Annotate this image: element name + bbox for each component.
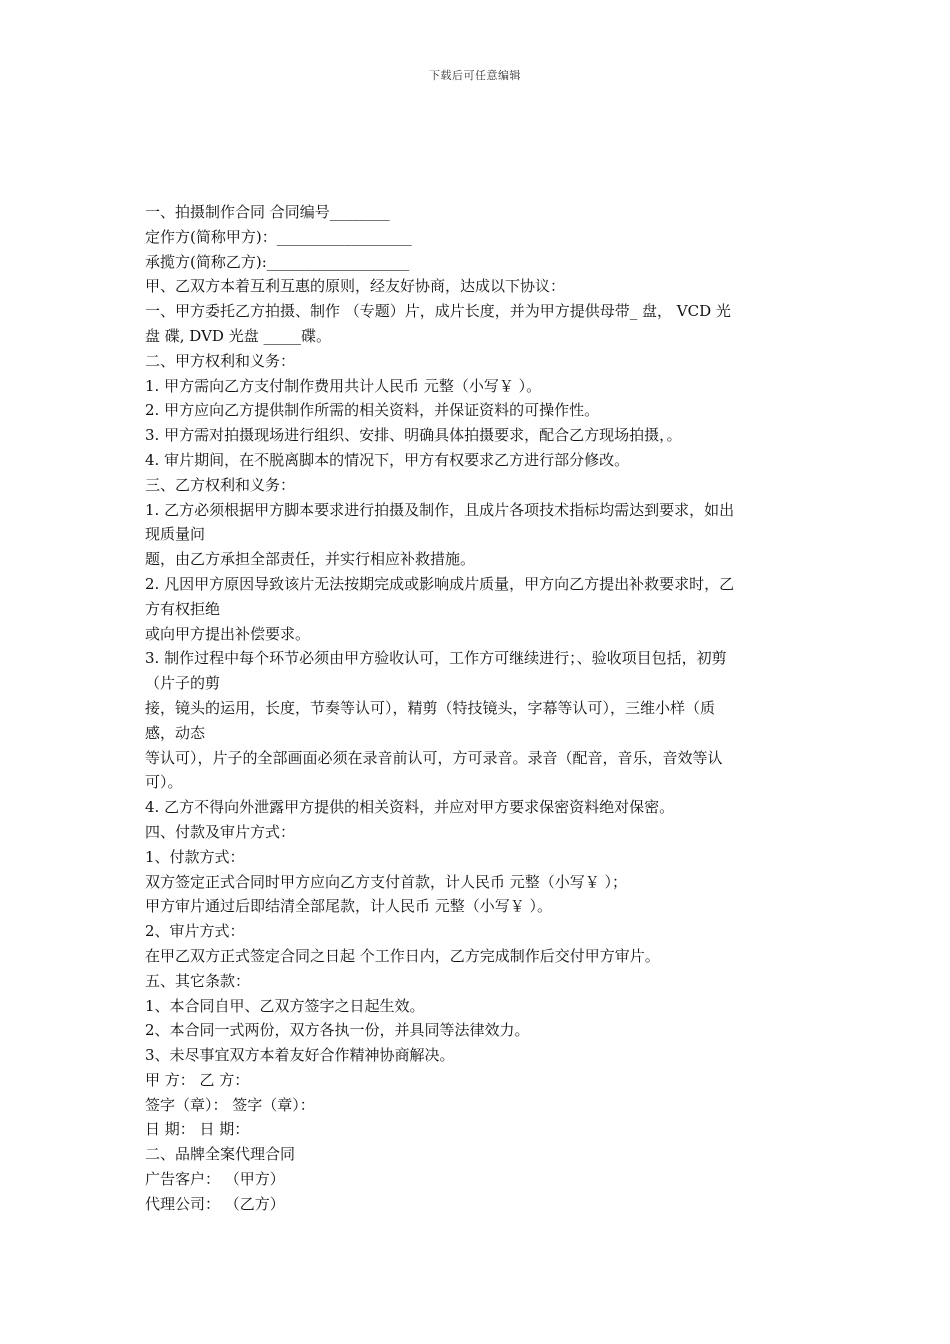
section-heading: 三、乙方权利和义务：	[145, 475, 296, 494]
clause-line: 现质量问	[145, 525, 206, 544]
clause-line: 2. 甲方应向乙方提供制作所需的相关资料，并保证资料的可操作性。	[145, 401, 600, 420]
clause-line: 在甲乙双方正式签定合同之日起 个工作日内，乙方完成制作后交付甲方审片。	[145, 946, 660, 965]
subsection-heading: 1、付款方式：	[145, 847, 245, 866]
clause-line: 或向甲方提出补偿要求。	[145, 624, 311, 643]
clause-line: 1. 甲方需向乙方支付制作费用共计人民币 元整（小写￥ ）。	[145, 376, 542, 395]
clause-line: 4. 审片期间，在不脱离脚本的情况下，甲方有权要求乙方进行部分修改。	[145, 450, 630, 469]
agency-line: 代理公司： （乙方）	[145, 1194, 285, 1213]
clause-line: 2、本合同一式两份，双方各执一份，并具同等法律效力。	[145, 1021, 530, 1040]
clause-line: 2. 凡因甲方原因导致该片无法按期完成或影响成片质量，甲方向乙方提出补救要求时，乙	[145, 574, 735, 593]
section-heading: 五、其它条款：	[145, 971, 251, 990]
section-heading: 二、甲方权利和义务：	[145, 351, 296, 370]
party-a-line: 定作方(简称甲方)：__________________	[145, 227, 412, 246]
clause-line: 3. 甲方需对拍摄现场进行组织、安排、明确具体拍摄要求，配合乙方现场拍摄，。	[145, 426, 682, 445]
contract-title-line: 一、拍摄制作合同 合同编号________	[145, 203, 390, 221]
party-b-line: 承揽方(简称乙方):___________________	[145, 252, 410, 271]
clause-line: （片子的剪	[145, 674, 221, 693]
header-note: 下载后可任意编辑	[429, 69, 521, 82]
signature-date: 日 期： 日 期：	[145, 1120, 250, 1139]
section-heading: 四、付款及审片方式：	[145, 822, 296, 841]
client-line: 广告客户： （甲方）	[145, 1170, 285, 1189]
clause-line: 盘 碟, DVD 光盘 _____碟。	[145, 326, 331, 345]
document-body	[145, 200, 810, 1217]
clause-line: 双方签定正式合同时甲方应向乙方支付首款，计人民币 元整（小写￥ ）；	[145, 872, 628, 891]
clause-line: 3、未尽事宜双方本着友好合作精神协商解决。	[145, 1046, 455, 1065]
clause-line: 题，由乙方承担全部责任，并实行相应补救措施。	[145, 550, 476, 569]
contract-title-line: 二、品牌全案代理合同	[145, 1145, 296, 1164]
clause-line: 等认可），片子的全部画面必须在录音前认可，方可录音。录音（配音，音乐，音效等认	[145, 748, 723, 767]
clause-line: 1、本合同自甲、乙双方签字之日起生效。	[145, 996, 425, 1015]
clause-line: 感，动态	[145, 723, 206, 742]
clause-line: 1. 乙方必须根据甲方脚本要求进行拍摄及制作，且成片各项技术指标均需达到要求，如出	[145, 500, 735, 519]
clause-line: 3. 制作过程中每个环节必须由甲方验收认可，工作方可继续进行；、验收项目包括，初剪	[145, 649, 727, 668]
agreement-intro: 甲、乙双方本着互利互惠的原则，经友好协商，达成以下协议：	[145, 277, 566, 296]
subsection-heading: 2、审片方式：	[145, 922, 245, 941]
clause-line: 方有权拒绝	[145, 599, 221, 618]
clause-line: 接，镜头的运用，长度，节奏等认可），精剪（特技镜头，字幕等认可），三维小样（质	[145, 698, 716, 717]
clause-line: 4. 乙方不得向外泄露甲方提供的相关资料，并应对甲方要求保密资料绝对保密。	[145, 798, 675, 817]
clause-line: 甲方审片通过后即结清全部尾款，计人民币 元整（小写￥ ）。	[145, 897, 553, 916]
clause-line: 可）。	[145, 773, 183, 792]
clause-line: 一、甲方委托乙方拍摄、制作 （专题）片，成片长度，并为甲方提供母带_ 盘， VCD 光	[145, 302, 731, 321]
signature-parties: 甲 方： 乙 方：	[145, 1070, 250, 1089]
signature-seal: 签字（章）： 签字（章）：	[145, 1095, 315, 1114]
